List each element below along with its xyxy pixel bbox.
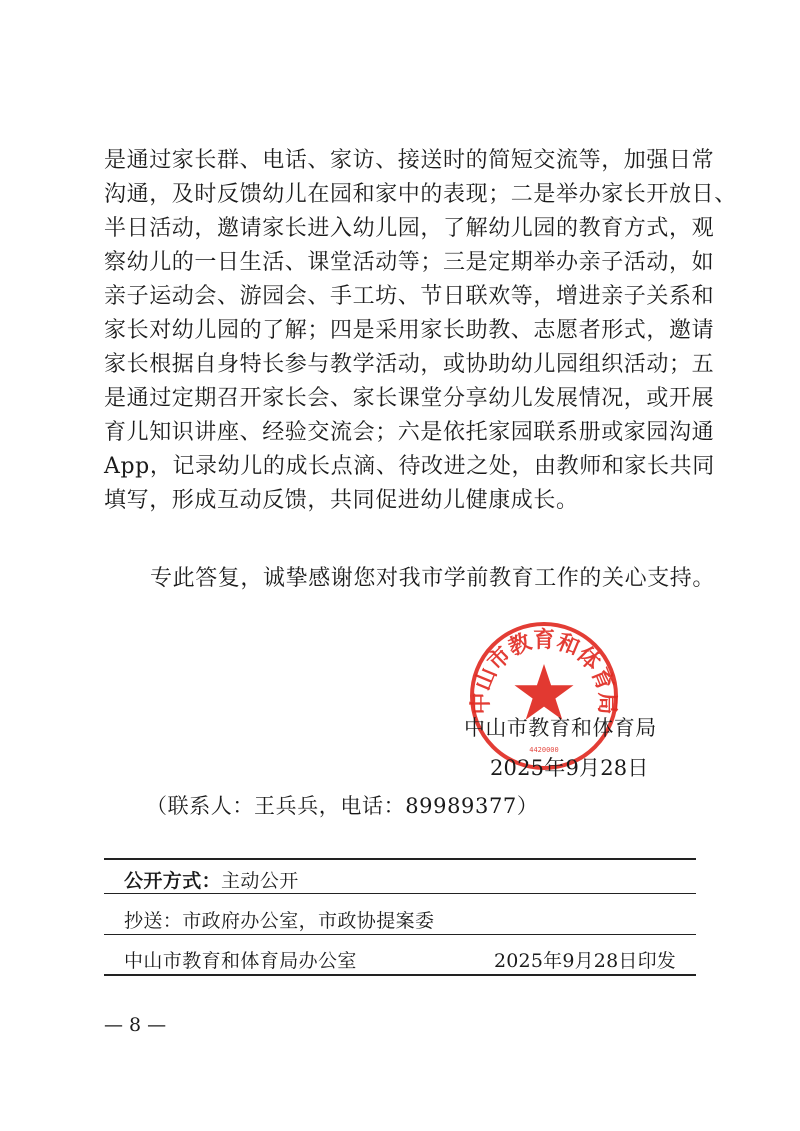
body-line: 家长对幼儿园的了解；四是采用家长助教、志愿者形式，邀请	[104, 318, 715, 343]
footer-divider-top	[104, 858, 696, 860]
body-line: 育儿知识讲座、经验交流会；六是依托家园联系册或家园沟通	[104, 420, 715, 445]
body-line: 半日活动，邀请家长进入幼儿园，了解幼儿园的教育方式，观	[104, 216, 715, 241]
footer-divider	[104, 934, 696, 935]
body-line: 亲子运动会、游园会、手工坊、节日联欢等，增进亲子关系和	[104, 284, 715, 309]
footer-divider	[104, 893, 696, 894]
signing-date: 2025年9月28日	[490, 756, 649, 780]
reply-body-paragraph	[104, 144, 737, 518]
disclosure-label: 公开方式：	[124, 870, 222, 892]
contact-info: （联系人：王兵兵，电话：89989377）	[146, 794, 539, 818]
body-line: 是通过定期召开家长会、家长课堂分享幼儿发展情况，或开展	[104, 386, 715, 411]
disclosure-row	[124, 866, 299, 893]
closing-remark: 专此答复，诚挚感谢您对我市学前教育工作的关心支持。	[150, 566, 716, 591]
body-line: App，记录幼儿的成长点滴、待改进之处，由教师和家长共同	[104, 454, 715, 479]
issuing-office: 中山市教育和体育局办公室	[124, 950, 357, 972]
seal-code: 4420000	[529, 746, 559, 754]
cc-recipients: 抄送：市政府办公室，市政协提案委	[124, 910, 435, 932]
page-number: — 8 —	[104, 1014, 167, 1036]
disclosure-value: 主动公开	[221, 870, 299, 892]
body-line: 察幼儿的一日生活、课堂活动等；三是定期举办亲子活动，如	[104, 250, 715, 275]
footer-divider-bottom	[104, 974, 696, 976]
issue-date: 2025年9月28日印发	[493, 950, 676, 972]
official-seal-stamp	[468, 620, 620, 772]
seal-arc-text: 中山市教育和体育局	[468, 628, 620, 715]
body-line: 沟通，及时反馈幼儿在园和家中的表现；二是举办家长开放日、	[104, 182, 737, 207]
body-line: 填写，形成互动反馈，共同促进幼儿健康成长。	[104, 488, 579, 513]
body-line: 是通过家长群、电话、家访、接送时的简短交流等，加强日常	[104, 148, 715, 173]
body-line: 家长根据自身特长参与教学活动，或协助幼儿园组织活动；五	[104, 352, 715, 377]
signing-organization: 中山市教育和体育局	[464, 716, 657, 740]
